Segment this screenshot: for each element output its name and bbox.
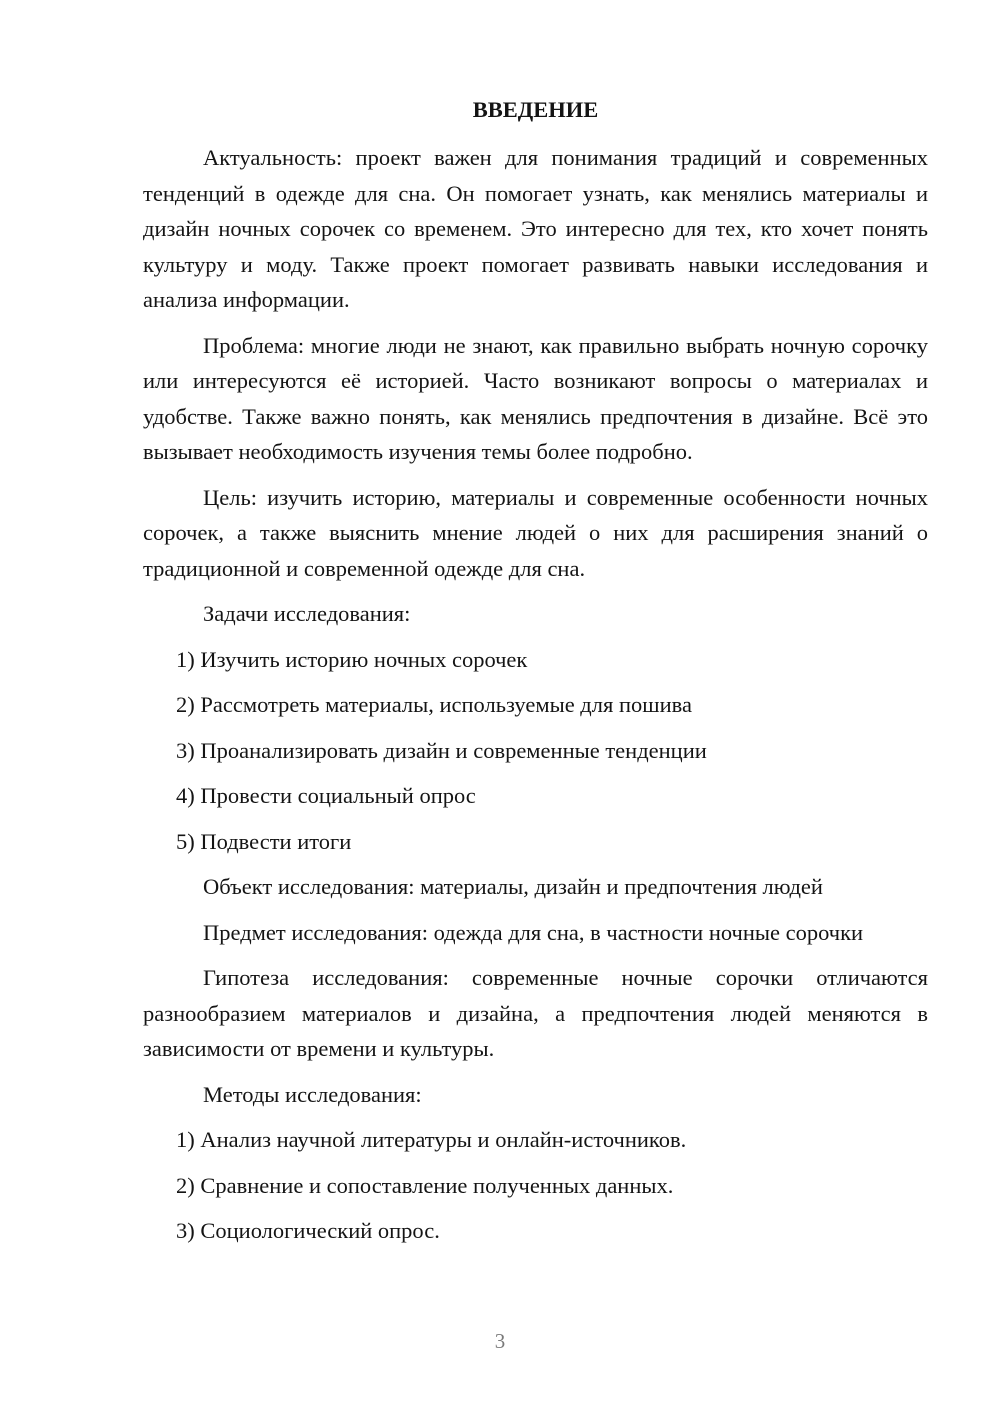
- task-item: 1) Изучить историю ночных сорочек: [176, 646, 528, 672]
- problem-paragraph: Проблема: многие люди не знают, как правильно выбрать ночную сорочку или интересуются её историей. Часто возникают вопросы о материалах и удобстве. Также важно понять, как менялись предпочтения в дизайне. Всё это вызывает необходимость изучения темы более подробно.: [143, 332, 928, 464]
- page-number: 3: [494, 1329, 506, 1353]
- relevance-paragraph: Актуальность: проект важен для понимания традиций и современных тенденций в одежде для сна. Он помогает узнать, как менялись материалы и дизайн ночных сорочек со временем. Это интересно для тех, кто хочет понять культуру и моду. Также проект помогает развивать навыки исследования и анализа информации.: [143, 145, 928, 312]
- task-item: 4) Провести социальный опрос: [176, 783, 476, 808]
- method-item: 1) Анализ научной литературы и онлайн-источников.: [176, 1127, 687, 1152]
- subject-paragraph: Предмет исследования: одежда для сна, в частности ночные сорочки: [203, 919, 864, 945]
- task-item: 2) Рассмотреть материалы, используемые для пошива: [176, 692, 692, 717]
- goal-paragraph: Цель: изучить историю, материалы и современные особенности ночных сорочек, а также выяснить мнение людей о них для расширения знаний о традиционной и современной одежде для сна.: [143, 484, 928, 581]
- task-item: 3) Проанализировать дизайн и современные тенденции: [176, 737, 707, 763]
- method-item: 2) Сравнение и сопоставление полученных данных.: [176, 1172, 674, 1198]
- task-item: 5) Подвести итоги: [176, 828, 352, 854]
- hypothesis-paragraph: Гипотеза исследования: современные ночные сорочки отличаются разнообразием материалов и дизайна, а предпочтения людей меняются в зависимости от времени и культуры.: [143, 965, 928, 1061]
- object-paragraph: Объект исследования: материалы, дизайн и предпочтения людей: [203, 874, 823, 899]
- tasks-heading: Задачи исследования:: [203, 601, 411, 626]
- method-item: 3) Социологический опрос.: [176, 1218, 440, 1243]
- page-content: [143, 92, 928, 1259]
- page-title: ВВЕДЕНИЕ: [472, 97, 599, 122]
- methods-heading: Методы исследования:: [203, 1081, 422, 1107]
